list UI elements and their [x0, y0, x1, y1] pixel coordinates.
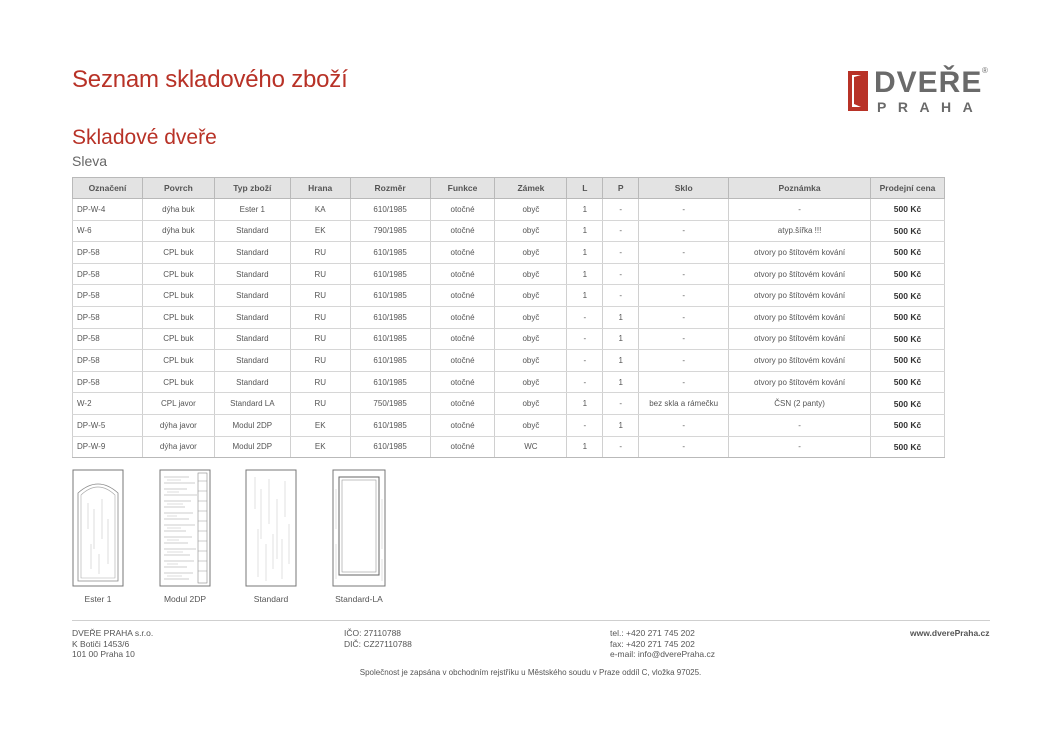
table-cell: 610/1985 [350, 306, 430, 328]
table-cell: CPL buk [142, 242, 214, 264]
table-cell: 750/1985 [350, 393, 430, 415]
table-row [73, 263, 945, 285]
table-cell: DP-58 [73, 306, 143, 328]
table-cell: Standard [214, 350, 290, 372]
table-cell: 500 Kč [871, 242, 945, 264]
table-cell: 610/1985 [350, 242, 430, 264]
table-row [73, 371, 945, 393]
table-cell: - [603, 285, 639, 307]
table-cell: - [603, 220, 639, 242]
column-header: Prodejní cena [871, 178, 945, 199]
table-cell: Standard LA [214, 393, 290, 415]
table-cell: 610/1985 [350, 199, 430, 221]
table-cell: DP-58 [73, 371, 143, 393]
door-logo-icon [848, 71, 868, 111]
table-cell: ČSN (2 panty) [729, 393, 871, 415]
table-cell: 1 [603, 306, 639, 328]
table-cell: DP-58 [73, 285, 143, 307]
table-cell: otvory po štítovém kování [729, 263, 871, 285]
door-label-modul: Modul 2DP [163, 594, 207, 604]
table-cell: CPL buk [142, 371, 214, 393]
table-row [73, 393, 945, 415]
table-cell: - [639, 199, 729, 221]
table-cell: KA [290, 199, 350, 221]
table-row [73, 199, 945, 221]
table-cell: 500 Kč [871, 371, 945, 393]
table-cell: RU [290, 371, 350, 393]
table-cell: DP-W-4 [73, 199, 143, 221]
contact-email[interactable]: e-mail: info@dverePraha.cz [610, 649, 716, 659]
table-cell: 1 [603, 328, 639, 350]
table-cell: obyč [495, 199, 567, 221]
table-cell: 610/1985 [350, 414, 430, 436]
table-cell: 610/1985 [350, 371, 430, 393]
table-cell: otvory po štítovém kování [729, 371, 871, 393]
contact-phone: tel.: +420 271 745 202 [610, 628, 695, 638]
column-header: Rozměr [350, 178, 430, 199]
table-row [73, 414, 945, 436]
column-header: Typ zboží [214, 178, 290, 199]
table-cell: - [639, 242, 729, 264]
table-cell: Standard [214, 220, 290, 242]
table-cell: otočné [430, 350, 495, 372]
company-dic: DIČ: CZ27110788 [344, 638, 412, 649]
column-header: Hrana [290, 178, 350, 199]
column-header: Zámek [495, 178, 567, 199]
table-cell: 500 Kč [871, 328, 945, 350]
table-cell: CPL buk [142, 263, 214, 285]
table-cell: - [639, 371, 729, 393]
table-cell: 500 Kč [871, 393, 945, 415]
company-ico: IČO: 27110788 [344, 628, 402, 638]
table-cell: 610/1985 [350, 350, 430, 372]
table-cell: obyč [495, 242, 567, 264]
table-cell: 1 [567, 393, 603, 415]
table-cell: W-2 [73, 393, 143, 415]
table-cell: 500 Kč [871, 263, 945, 285]
company-logo [848, 66, 993, 114]
table-cell: 500 Kč [871, 414, 945, 436]
table-cell: otvory po štítovém kování [729, 328, 871, 350]
table-cell: Modul 2DP [214, 414, 290, 436]
table-cell: 610/1985 [350, 285, 430, 307]
table-cell: CPL javor [142, 393, 214, 415]
table-row [73, 285, 945, 307]
door-ester-drawing [72, 469, 124, 587]
table-cell: Modul 2DP [214, 436, 290, 458]
table-cell: DP-58 [73, 328, 143, 350]
table-cell: 500 Kč [871, 350, 945, 372]
footer-ids [344, 628, 412, 649]
column-header: Označení [73, 178, 143, 199]
table-cell: otočné [430, 220, 495, 242]
table-cell: W-6 [73, 220, 143, 242]
table-cell: otočné [430, 414, 495, 436]
table-cell: 1 [603, 371, 639, 393]
table-cell: atyp.šířka !!! [729, 220, 871, 242]
table-cell: EK [290, 436, 350, 458]
table-cell: - [639, 350, 729, 372]
table-cell: DP-W-9 [73, 436, 143, 458]
table-cell: Standard [214, 371, 290, 393]
door-modul-drawing [159, 469, 211, 587]
table-cell: 1 [567, 263, 603, 285]
company-city: 101 00 Praha 10 [72, 649, 135, 659]
column-header: P [603, 178, 639, 199]
table-cell: 1 [603, 414, 639, 436]
company-name: DVEŘE PRAHA s.r.o. [72, 628, 154, 638]
table-cell: otočné [430, 371, 495, 393]
table-row [73, 350, 945, 372]
column-header: Sklo [639, 178, 729, 199]
column-header: L [567, 178, 603, 199]
table-cell: Standard [214, 263, 290, 285]
table-cell: Standard [214, 242, 290, 264]
table-cell: - [639, 306, 729, 328]
table-cell: CPL buk [142, 306, 214, 328]
table-cell: 1 [567, 285, 603, 307]
table-cell: DP-58 [73, 242, 143, 264]
table-cell: obyč [495, 414, 567, 436]
table-row [73, 436, 945, 458]
table-cell: otočné [430, 328, 495, 350]
table-cell: 610/1985 [350, 263, 430, 285]
table-cell: 790/1985 [350, 220, 430, 242]
table-cell: DP-58 [73, 350, 143, 372]
table-cell: obyč [495, 350, 567, 372]
company-street: K Botiči 1453/6 [72, 638, 130, 649]
table-cell: otočné [430, 306, 495, 328]
table-cell: Standard [214, 285, 290, 307]
table-cell: dýha javor [142, 414, 214, 436]
footer-company [72, 628, 153, 660]
table-cell: obyč [495, 371, 567, 393]
table-cell: WC [495, 436, 567, 458]
table-cell: Standard [214, 328, 290, 350]
table-cell: Standard [214, 306, 290, 328]
table-cell: dýha javor [142, 436, 214, 458]
table-cell: 610/1985 [350, 328, 430, 350]
table-cell: obyč [495, 285, 567, 307]
table-cell: obyč [495, 328, 567, 350]
table-cell: obyč [495, 263, 567, 285]
footer-contacts [610, 628, 715, 660]
website-link[interactable]: www.dverePraha.cz [910, 628, 990, 638]
table-cell: - [567, 414, 603, 436]
table-cell: RU [290, 306, 350, 328]
door-label-standard-la: Standard-LA [335, 594, 383, 604]
section-title: Skladové dveře [72, 126, 217, 149]
table-cell: otvory po štítovém kování [729, 242, 871, 264]
registry-note: Společnost je zapsána v obchodním rejstříku u Městského soudu v Praze oddíl C, vložka 97025. [359, 668, 702, 677]
table-cell: otočné [430, 263, 495, 285]
table-cell: DP-W-5 [73, 414, 143, 436]
table-cell: otočné [430, 242, 495, 264]
logo-wordmark: DVEŘE [874, 66, 983, 99]
stock-table [72, 177, 945, 458]
table-row [73, 242, 945, 264]
table-cell: 1 [567, 436, 603, 458]
section-subtitle: Sleva [72, 153, 108, 169]
table-cell: - [639, 285, 729, 307]
column-header: Poznámka [729, 178, 871, 199]
column-header: Povrch [142, 178, 214, 199]
table-cell: 500 Kč [871, 285, 945, 307]
table-cell: - [729, 414, 871, 436]
table-cell: CPL buk [142, 350, 214, 372]
table-cell: EK [290, 220, 350, 242]
table-cell: otočné [430, 285, 495, 307]
table-cell: RU [290, 350, 350, 372]
table-cell: - [639, 220, 729, 242]
table-cell: RU [290, 393, 350, 415]
table-cell: RU [290, 328, 350, 350]
logo-subtitle: PRAHA [877, 99, 985, 115]
table-cell: 1 [567, 199, 603, 221]
door-standard-drawing [245, 469, 297, 587]
table-row [73, 328, 945, 350]
table-cell: otvory po štítovém kování [729, 306, 871, 328]
contact-fax: fax: +420 271 745 202 [610, 638, 695, 649]
table-cell: 1 [567, 242, 603, 264]
table-cell: otočné [430, 436, 495, 458]
table-cell: obyč [495, 220, 567, 242]
table-row [73, 306, 945, 328]
table-cell: - [567, 328, 603, 350]
table-cell: bez skla a rámečku [639, 393, 729, 415]
table-cell: 1 [567, 220, 603, 242]
table-cell: - [639, 328, 729, 350]
door-label-standard: Standard [253, 594, 289, 604]
table-cell: RU [290, 285, 350, 307]
table-cell: - [639, 263, 729, 285]
table-cell: 500 Kč [871, 220, 945, 242]
table-cell: otvory po štítovém kování [729, 350, 871, 372]
table-cell: obyč [495, 306, 567, 328]
table-cell: otočné [430, 199, 495, 221]
table-cell: obyč [495, 393, 567, 415]
table-cell: Ester 1 [214, 199, 290, 221]
table-cell: 1 [603, 350, 639, 372]
table-cell: - [603, 242, 639, 264]
table-cell: CPL buk [142, 328, 214, 350]
table-cell: - [603, 436, 639, 458]
table-cell: 500 Kč [871, 306, 945, 328]
table-cell: - [567, 371, 603, 393]
table-cell: dýha buk [142, 199, 214, 221]
table-header-row [73, 178, 945, 199]
footer-divider [72, 620, 990, 621]
table-cell: 610/1985 [350, 436, 430, 458]
table-cell: - [567, 306, 603, 328]
table-cell: - [639, 436, 729, 458]
table-row [73, 220, 945, 242]
table-cell: 500 Kč [871, 436, 945, 458]
column-header: Funkce [430, 178, 495, 199]
table-cell: CPL buk [142, 285, 214, 307]
table-cell: otočné [430, 393, 495, 415]
table-cell: 500 Kč [871, 199, 945, 221]
table-cell: - [603, 199, 639, 221]
page-title: Seznam skladového zboží [72, 66, 348, 93]
table-cell: - [603, 263, 639, 285]
door-standard-la-drawing [332, 469, 386, 587]
table-cell: - [567, 350, 603, 372]
table-cell: dýha buk [142, 220, 214, 242]
table-cell: RU [290, 242, 350, 264]
table-cell: RU [290, 263, 350, 285]
registered-mark: ® [982, 66, 988, 75]
table-body [73, 199, 945, 458]
table-cell: - [729, 199, 871, 221]
table-cell: DP-58 [73, 263, 143, 285]
table-cell: EK [290, 414, 350, 436]
door-label-ester: Ester 1 [84, 594, 112, 604]
table-cell: - [603, 393, 639, 415]
table-cell: - [639, 414, 729, 436]
table-cell: otvory po štítovém kování [729, 285, 871, 307]
table-cell: - [729, 436, 871, 458]
